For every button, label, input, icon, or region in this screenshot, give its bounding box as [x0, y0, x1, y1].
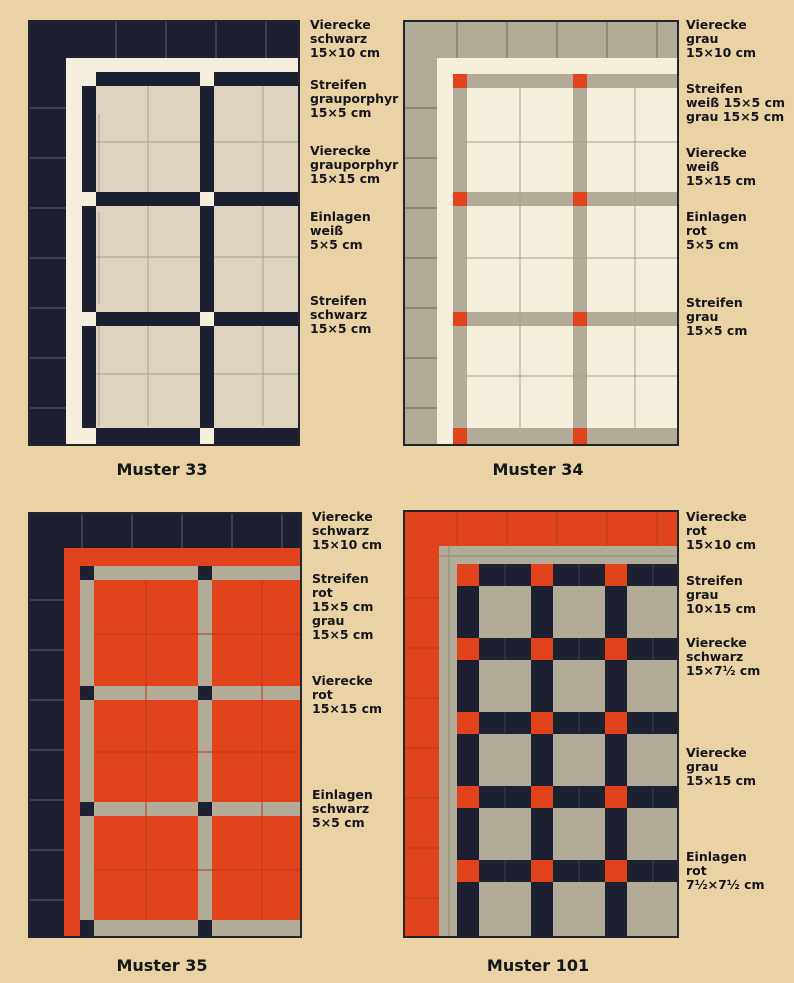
pattern-101-label-1: Vierecke rot 15×10 cm: [686, 509, 757, 552]
pattern-33-caption: Muster 33: [116, 460, 208, 479]
pattern-34-legend: [686, 18, 792, 348]
pattern-34-caption: Muster 34: [492, 460, 584, 479]
pattern-34-label-2: Streifen weiß 15×5 cm grau 15×5 cm: [686, 81, 786, 124]
pattern-101-tile-panel: [403, 510, 679, 938]
pattern-33-label-1: Vierecke schwarz 15×10 cm: [310, 17, 381, 60]
pattern-35-tile-panel: [28, 512, 302, 938]
pattern-34-label-3: Vierecke weiß 15×15 cm: [686, 145, 757, 188]
pattern-35-caption: Muster 35: [116, 956, 208, 975]
pattern-101-label-3: Vierecke schwarz 15×7½ cm: [686, 635, 761, 678]
pattern-101-label-4: Vierecke grau 15×15 cm: [686, 745, 757, 788]
pattern-34-label-4: Einlagen rot 5×5 cm: [686, 209, 747, 252]
pattern-35-label-4: Einlagen schwarz 5×5 cm: [312, 787, 373, 830]
pattern-33-tile-panel: [28, 20, 300, 446]
pattern-34-label-5: Streifen grau 15×5 cm: [686, 295, 748, 338]
pattern-35-label-1: Vierecke schwarz 15×10 cm: [312, 509, 383, 552]
pattern-35-tile-drawing: [30, 514, 300, 936]
pattern-101-caption: Muster 101: [486, 956, 590, 975]
pattern-101-tile-drawing: [405, 512, 677, 936]
pattern-33-label-2: Streifen grauporphyr 15×5 cm: [310, 77, 399, 120]
pattern-33-label-3: Vierecke grauporphyr 15×15 cm: [310, 143, 399, 186]
pattern-33-tile-drawing: [30, 22, 298, 444]
pattern-101-label-5: Einlagen rot 7½×7½ cm: [686, 849, 765, 892]
pattern-33-label-5: Streifen schwarz 15×5 cm: [310, 293, 372, 336]
pattern-33-legend: [310, 18, 400, 348]
pattern-101-label-2: Streifen grau 10×15 cm: [686, 573, 757, 616]
pattern-34-tile-panel: [403, 20, 679, 446]
pattern-35-label-2: Streifen rot 15×5 cm grau 15×5 cm: [312, 571, 374, 642]
pattern-33-label-4: Einlagen weiß 5×5 cm: [310, 209, 371, 252]
pattern-35-legend: [312, 510, 402, 840]
pattern-101-legend: [686, 510, 792, 900]
pattern-34-label-1: Vierecke grau 15×10 cm: [686, 17, 757, 60]
pattern-35-label-3: Vierecke rot 15×15 cm: [312, 673, 383, 716]
pattern-34-tile-drawing: [405, 22, 677, 444]
